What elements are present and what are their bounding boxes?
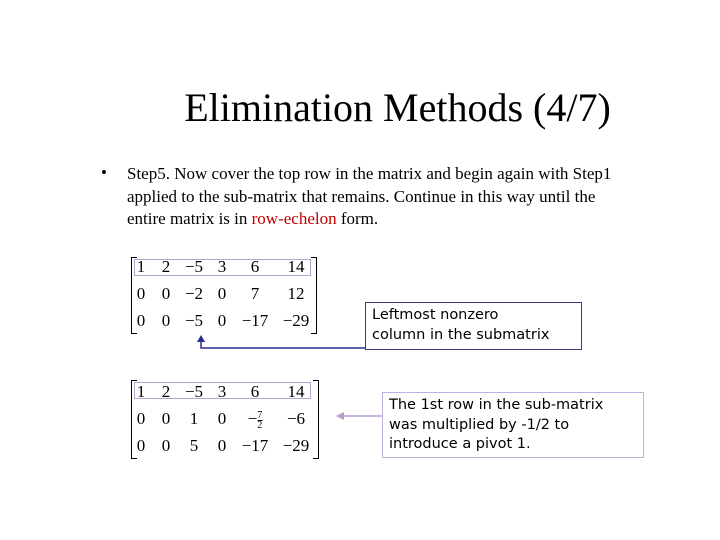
matrix-cell: 0 [161, 311, 171, 330]
arrow1-line [201, 341, 366, 348]
matrix-cell: 0 [161, 436, 171, 455]
matrix-cell: 2 [161, 382, 171, 401]
arrow2-head [336, 412, 344, 420]
matrix-cell: 14 [287, 257, 305, 276]
slide-title: Elimination Methods (4/7) [184, 85, 611, 130]
matrix-cell: 3 [217, 257, 227, 276]
matrix-cell: 0 [217, 436, 227, 455]
matrix-cell: 1 [189, 409, 199, 428]
note2-line1: The 1st row in the sub-matrix [389, 397, 604, 413]
matrix-cell: 0 [136, 284, 146, 303]
matrix-cell: −5 [184, 382, 204, 401]
note2-line2: was multiplied by -1/2 to [389, 416, 570, 433]
matrix-cell: 0 [217, 311, 227, 330]
matrix-cell: −2 [184, 284, 204, 303]
note-leftmost-column [365, 302, 582, 350]
matrix-cell: 0 [136, 311, 146, 330]
matrix-cell: 1 [136, 257, 146, 276]
matrix-cell: 5 [189, 436, 199, 455]
note1-line1: Leftmost nonzero [372, 307, 499, 323]
body-text-end: form. [336, 209, 379, 228]
arrow1-head [197, 335, 205, 342]
bullet-icon: • [101, 163, 107, 182]
numerator: 7 [257, 409, 263, 421]
matrix-cell: −17 [241, 311, 269, 330]
matrix-cell: 2 [161, 257, 171, 276]
matrix-cell: −5 [184, 257, 204, 276]
matrix-cell: −6 [286, 409, 306, 428]
matrix-cell: 6 [250, 257, 260, 276]
denominator: 2 [257, 419, 263, 431]
matrix-cell: 7 [250, 284, 260, 303]
matrix-cell: 0 [161, 284, 171, 303]
matrix-cell: −29 [282, 311, 310, 330]
matrix-cell: 0 [161, 409, 171, 428]
matrix-cell: −5 [184, 311, 204, 330]
matrix-cell: 14 [287, 382, 305, 401]
fraction-sign: − [247, 409, 258, 428]
matrix-cell: 3 [217, 382, 227, 401]
matrix-cell: 6 [250, 382, 260, 401]
matrix-cell: 1 [136, 382, 146, 401]
note1-line2: column in the submatrix [372, 326, 550, 343]
body-text-start: Step5. Now cover the top row in the matrix and begin again with Step1 applied to the sub-matrix that remains. Continue in this way until the entire matrix is in [127, 164, 612, 228]
row-echelon-term: row-echelon [251, 209, 337, 228]
note2-line3: introduce a pivot 1. [389, 436, 531, 452]
note-pivot [382, 392, 644, 458]
matrix-cell: 0 [217, 284, 227, 303]
matrix-cell: −29 [282, 436, 310, 455]
matrix-cell: 0 [217, 409, 227, 428]
matrix-cell: 0 [136, 436, 146, 455]
matrix-cell: −17 [241, 436, 269, 455]
matrix-cell: 12 [287, 284, 305, 303]
matrix-cell: 0 [136, 409, 146, 428]
